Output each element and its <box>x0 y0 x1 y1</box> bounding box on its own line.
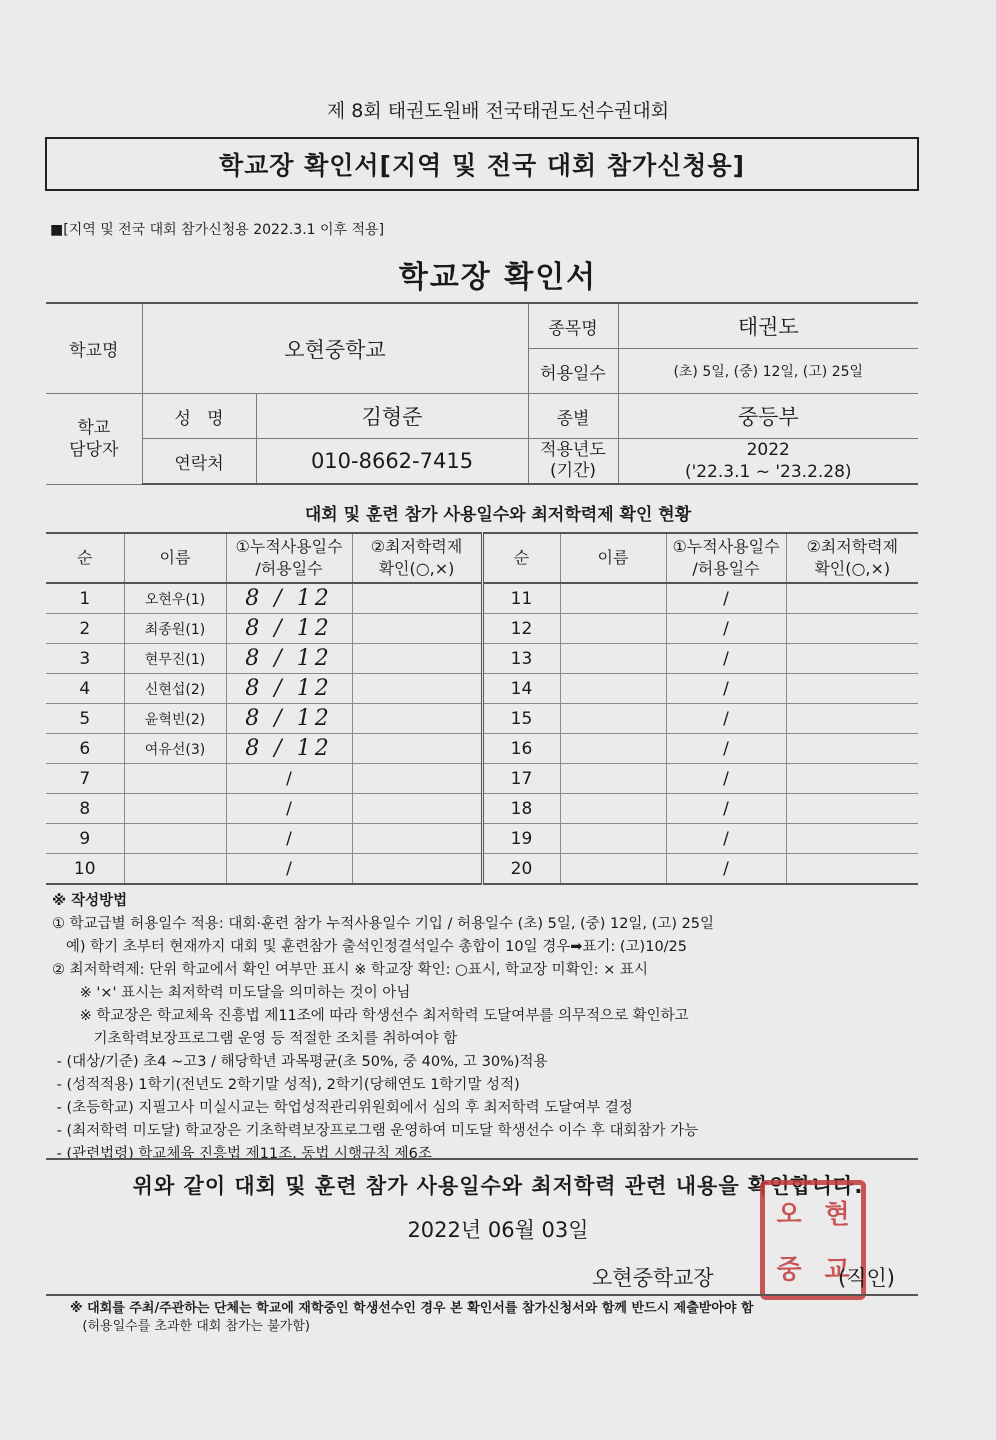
row-no: 6 <box>46 734 124 764</box>
row-min-academic <box>786 583 918 614</box>
row-no: 10 <box>46 854 124 885</box>
row-min-academic <box>352 704 482 734</box>
row-days: / <box>666 824 786 854</box>
table-row <box>46 734 918 764</box>
row-days: / <box>226 764 352 794</box>
header-days: ①누적사용일수 /허용일수 <box>666 533 786 583</box>
row-no: 19 <box>482 824 560 854</box>
instruction-line: ① 학교급별 허용일수 적용: 대회·훈련 참가 누적사용일수 기입 / 허용일수 (초) 5일, (중) 12일, (고) 25일 <box>52 916 715 932</box>
instructions-title: ※ 작성방법 <box>52 893 128 909</box>
row-name: 오현우(1) <box>124 583 226 614</box>
row-days: 8 / 12 <box>226 704 352 734</box>
row-no: 5 <box>46 704 124 734</box>
header-name: 이름 <box>560 533 666 583</box>
row-no: 7 <box>46 764 124 794</box>
instructions <box>52 890 714 1166</box>
row-min-academic <box>786 854 918 885</box>
header-no: 순 <box>46 533 124 583</box>
row-name: 현무진(1) <box>124 644 226 674</box>
row-min-academic <box>786 794 918 824</box>
header-min-academic: ②최저학력제 확인(○,×) <box>786 533 918 583</box>
row-no: 13 <box>482 644 560 674</box>
row-name <box>560 794 666 824</box>
instruction-line: - (최저학력 미도달) 학교장은 기초학력보장프로그램 운영하여 미도달 학생선수 이수 후 대회참가 가능 <box>52 1123 699 1139</box>
table-header-row <box>46 533 918 583</box>
row-name <box>560 734 666 764</box>
row-name <box>560 824 666 854</box>
row-name <box>560 583 666 614</box>
row-days: / <box>666 674 786 704</box>
footnote-line: (허용일수를 초과한 대회 참가는 불가함) <box>70 1319 310 1334</box>
row-name <box>124 794 226 824</box>
row-days: 8 / 12 <box>226 583 352 614</box>
contact-label: 연락처 <box>142 439 256 485</box>
row-no: 17 <box>482 764 560 794</box>
header-min-academic: ②최저학력제 확인(○,×) <box>352 533 482 583</box>
divider <box>46 1294 918 1296</box>
row-days: 8 / 12 <box>226 614 352 644</box>
header-days: ①누적사용일수 /허용일수 <box>226 533 352 583</box>
table-row <box>46 824 918 854</box>
row-days: / <box>666 854 786 885</box>
row-min-academic <box>352 794 482 824</box>
row-days: 8 / 12 <box>226 644 352 674</box>
table-row <box>46 583 918 614</box>
table-row <box>46 674 918 704</box>
row-min-academic <box>352 764 482 794</box>
row-min-academic <box>352 614 482 644</box>
row-name <box>560 854 666 885</box>
sport-label: 종목명 <box>528 303 618 349</box>
row-name <box>124 764 226 794</box>
row-name <box>124 824 226 854</box>
row-min-academic <box>786 824 918 854</box>
row-name <box>560 644 666 674</box>
row-min-academic <box>786 674 918 704</box>
sport-value: 태권도 <box>618 303 918 349</box>
year-label: 적용년도 (기간) <box>528 439 618 485</box>
row-days: / <box>666 614 786 644</box>
row-name <box>560 764 666 794</box>
header-name: 이름 <box>124 533 226 583</box>
manager-name: 김형준 <box>256 394 528 439</box>
seal-label: (직인) <box>838 1266 895 1290</box>
row-name <box>124 854 226 885</box>
seal-char: 교 <box>824 1255 850 1285</box>
row-days: 8 / 12 <box>226 674 352 704</box>
row-no: 15 <box>482 704 560 734</box>
participant-table <box>46 532 918 885</box>
row-no: 14 <box>482 674 560 704</box>
row-no: 4 <box>46 674 124 704</box>
row-min-academic <box>786 764 918 794</box>
table-row <box>46 614 918 644</box>
instruction-line: ※ 학교장은 학교체육 진흥법 제11조에 따라 학생선수 최저학력 도달여부를 의무적으로 확인하고 <box>52 1008 689 1024</box>
seal-char: 중 <box>776 1255 802 1285</box>
row-days: / <box>666 764 786 794</box>
row-no: 3 <box>46 644 124 674</box>
row-no: 20 <box>482 854 560 885</box>
application-note: ■[지역 및 전국 대회 참가신청용 2022.3.1 이후 적용] <box>50 222 385 238</box>
signer-name: 오현중학교장 <box>592 1266 714 1290</box>
seal-char: 오 <box>776 1200 802 1230</box>
instruction-line: - (대상/기준) 초4 ~고3 / 해당학년 과목평균(초 50%, 중 40%, 고 30%)적용 <box>52 1054 548 1070</box>
school-label: 학교명 <box>46 303 142 394</box>
row-no: 8 <box>46 794 124 824</box>
row-no: 18 <box>482 794 560 824</box>
table-row <box>46 794 918 824</box>
instruction-line: 기초학력보장프로그램 운영 등 적절한 조치를 취하여야 함 <box>52 1031 458 1047</box>
event-title: 제 8회 태권도원배 전국태권도선수권대회 <box>326 100 670 122</box>
row-days: / <box>226 854 352 885</box>
row-no: 1 <box>46 583 124 614</box>
boxed-title: 학교장 확인서[지역 및 전국 대회 참가신청용] <box>45 137 919 191</box>
header-no: 순 <box>482 533 560 583</box>
school-value: 오현중학교 <box>142 303 528 394</box>
name-label: 성 명 <box>142 394 256 439</box>
footnote-line: ※ 대회를 주최/주관하는 단체는 학교에 재학중인 학생선수인 경우 본 확인서를 참가신청서와 함께 반드시 제출받아야 함 <box>70 1301 754 1316</box>
row-days: / <box>666 704 786 734</box>
section-title: 대회 및 훈련 참가 사용일수와 최저학력제 확인 현황 <box>304 505 692 525</box>
row-days: 8 / 12 <box>226 734 352 764</box>
row-min-academic <box>352 824 482 854</box>
row-name: 여유선(3) <box>124 734 226 764</box>
main-title: 학교장 확인서 <box>398 260 598 295</box>
year-value: 2022 ('22.3.1 ~ '23.2.28) <box>618 439 918 485</box>
table-row <box>46 644 918 674</box>
row-name <box>560 614 666 644</box>
row-no: 11 <box>482 583 560 614</box>
row-days: / <box>666 734 786 764</box>
category-label: 종별 <box>528 394 618 439</box>
allowed-days-value: (초) 5일, (중) 12일, (고) 25일 <box>618 349 918 394</box>
row-min-academic <box>786 734 918 764</box>
table-row <box>46 764 918 794</box>
row-name: 신현섭(2) <box>124 674 226 704</box>
row-days: / <box>666 583 786 614</box>
row-no: 16 <box>482 734 560 764</box>
instruction-line: - (초등학교) 지필고사 미실시교는 학업성적관리위원회에서 심의 후 최저학력 도달여부 결정 <box>52 1100 633 1116</box>
footnote <box>70 1300 754 1336</box>
contact-value: 010-8662-7415 <box>256 439 528 485</box>
row-min-academic <box>786 644 918 674</box>
row-no: 12 <box>482 614 560 644</box>
instruction-line: 예) 학기 초부터 현재까지 대회 및 훈련참가 출석인정결석일수 총합이 10일 경우➡표기: (고)10/25 <box>52 939 688 955</box>
row-name: 윤혁빈(2) <box>124 704 226 734</box>
row-name <box>560 674 666 704</box>
row-min-academic <box>352 734 482 764</box>
row-min-academic <box>786 704 918 734</box>
row-name: 최종원(1) <box>124 614 226 644</box>
row-days: / <box>666 794 786 824</box>
row-min-academic <box>352 854 482 885</box>
instruction-line: - (관련법령) 학교체육 진흥법 제11조, 동법 시행규칙 제6조 <box>52 1146 432 1162</box>
divider <box>46 1158 918 1160</box>
row-min-academic <box>352 674 482 704</box>
row-min-academic <box>352 583 482 614</box>
seal-char: 현 <box>824 1200 850 1230</box>
instruction-line: ② 최저학력제: 단위 학교에서 확인 여부만 표시 ※ 학교장 확인: ○표시, 학교장 미확인: × 표시 <box>52 962 648 978</box>
manager-label: 학교 담당자 <box>46 394 142 485</box>
info-table <box>46 302 918 485</box>
row-name <box>560 704 666 734</box>
row-no: 9 <box>46 824 124 854</box>
row-no: 2 <box>46 614 124 644</box>
row-days: / <box>226 824 352 854</box>
confirmation-statement: 위와 같이 대회 및 훈련 참가 사용일수와 최저학력 관련 내용을 확인합니다. <box>132 1174 864 1198</box>
instruction-line: - (성적적용) 1학기(전년도 2학기말 성적), 2학기(당해연도 1학기말 성적) <box>52 1077 520 1093</box>
row-days: / <box>226 794 352 824</box>
table-row <box>46 704 918 734</box>
issue-date: 2022년 06월 03일 <box>407 1218 589 1242</box>
instruction-line: ※ '×' 표시는 최저학력 미도달을 의미하는 것이 아님 <box>52 985 411 1001</box>
table-row <box>46 854 918 885</box>
row-min-academic <box>352 644 482 674</box>
row-days: / <box>666 644 786 674</box>
row-min-academic <box>786 614 918 644</box>
allowed-days-label: 허용일수 <box>528 349 618 394</box>
category-value: 중등부 <box>618 394 918 439</box>
